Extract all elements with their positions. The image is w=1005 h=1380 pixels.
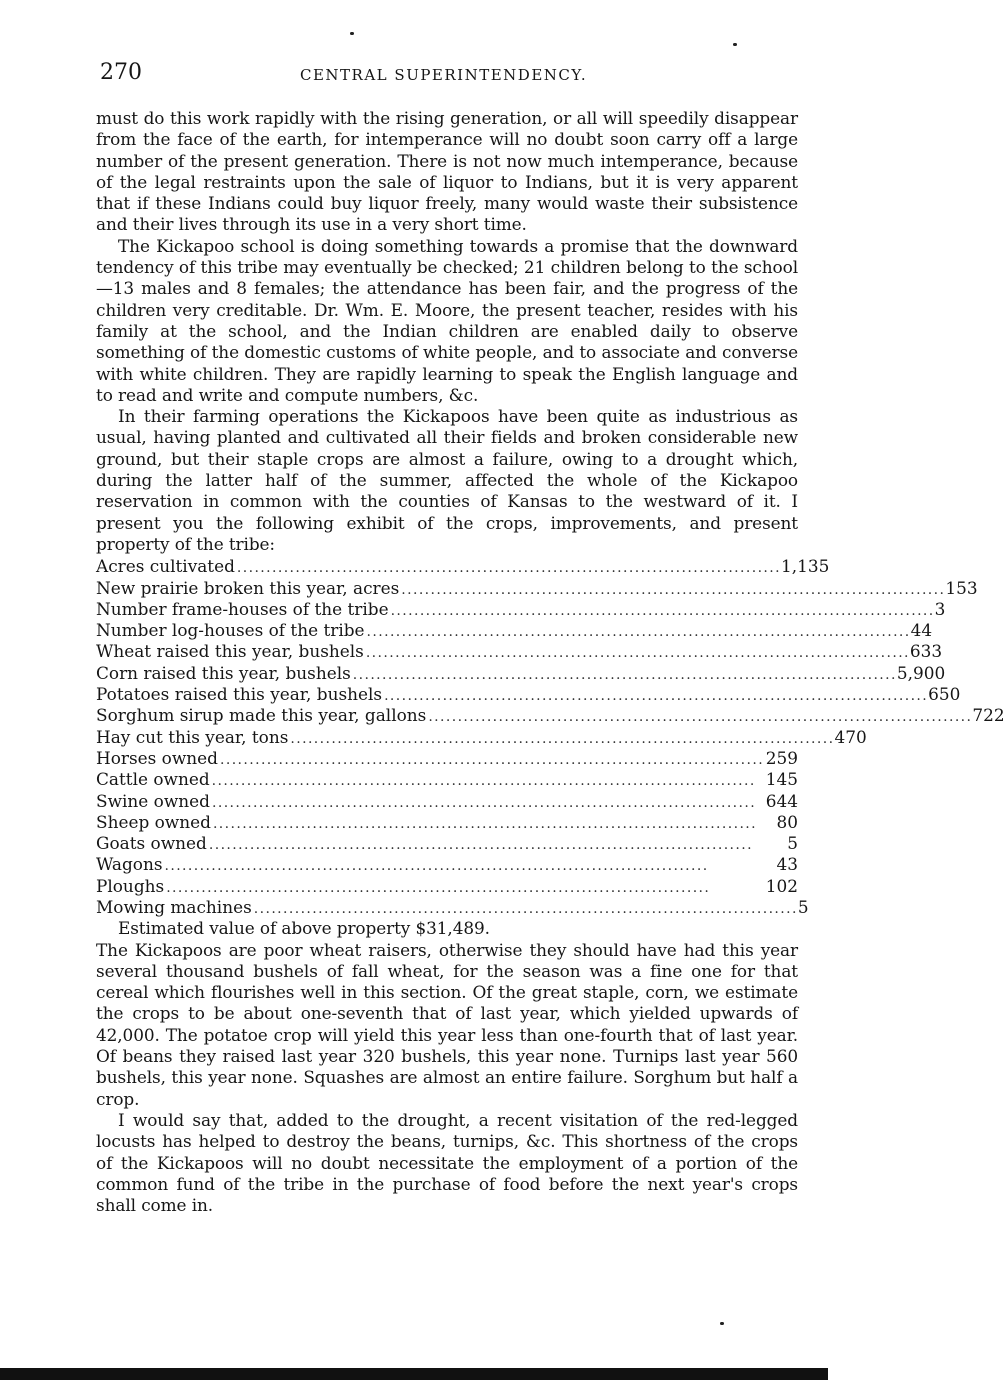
table-row: [96, 726, 867, 748]
row-label: Goats owned: [96, 833, 207, 854]
print-speck: [720, 1322, 724, 1325]
leader-dots: .............................................................................................: [390, 602, 935, 619]
row-value: 1,135: [780, 556, 830, 577]
leader-dots: .............................................................................................: [208, 837, 753, 854]
leader-dots: .............................................................................................: [428, 709, 973, 726]
paragraph-5: I would say that, added to the drought, a recent visitation of the red-legged locusts has helped to destroy the beans, turnips, &c. This shortness of the crops of the Kickapoos will no doubt necessitate the employment of a portion of the common fund of the tribe in the purchase of food before the next year's crops shall come in.: [96, 1109, 798, 1216]
table-row: [96, 791, 798, 812]
scan-bottom-edge: [0, 1368, 828, 1380]
table-row: [96, 854, 798, 875]
leader-dots: .............................................................................................: [352, 666, 897, 683]
leader-dots: .............................................................................................: [401, 581, 946, 598]
row-label: Ploughs: [96, 875, 165, 896]
row-value: 80: [776, 811, 798, 832]
row-label: Potatoes raised this year, bushels: [96, 684, 383, 705]
row-value: 259: [765, 747, 798, 768]
leader-dots: .............................................................................................: [212, 794, 757, 811]
row-label: Cattle owned: [96, 769, 210, 790]
table-row: [96, 577, 978, 599]
paragraph-3: In their farming operations the Kickapoos have been quite as industrious as usual, having planted and cultivated all their fields and broken considerable new ground, but their staple crops are almost a failure, owing to a drought which, during the latter half of the summer, affected the whole of the Kickapoo reservation in common with the counties of Kansas to the westward of it. I present you the following exhibit of the crops, improvements, and present property of the tribe:: [96, 406, 798, 554]
row-label: Horses owned: [96, 747, 218, 768]
leader-dots: .............................................................................................: [365, 645, 910, 662]
table-row: [96, 769, 798, 790]
property-table: [96, 556, 1005, 918]
paragraph-2: The Kickapoo school is doing something towards a promise that the downward tendency of this tribe may eventually be checked; 21 children belong to the school—13 males and 8 females; the attendance has been fair, and the progress of the children very creditable. Dr. Wm. E. Moore, the present teacher, resides with his family at the school, and the Indian children are enabled daily to observe something of the domestic customs of white people, and to associate and converse with white children. They are rapidly learning to speak the English language and to read and write and compute numbers, &c.: [96, 235, 798, 405]
row-label: Acres cultivated: [96, 556, 235, 577]
row-value: 102: [765, 875, 798, 896]
row-value: 5: [787, 833, 798, 854]
leader-dots: .............................................................................................: [212, 815, 758, 832]
page-number: 270: [100, 60, 142, 85]
row-value: 43: [776, 854, 798, 875]
row-value: 145: [765, 769, 798, 790]
print-speck: [733, 43, 737, 46]
table-row: [96, 876, 798, 897]
table-row: [96, 705, 1005, 726]
row-value: 44: [910, 620, 933, 641]
table-row: [96, 896, 809, 918]
row-value: 650: [928, 684, 961, 705]
table-row: [96, 641, 943, 662]
row-value: 722: [972, 705, 1005, 726]
table-row: [96, 833, 798, 854]
row-label: Mowing machines: [96, 896, 252, 917]
row-value: 3: [934, 598, 946, 619]
table-row: [96, 748, 798, 769]
row-label: Number log-houses of the tribe: [96, 620, 365, 641]
leader-dots: .............................................................................................: [253, 900, 798, 917]
row-value: 5: [797, 896, 809, 917]
leader-dots: .............................................................................................: [164, 858, 709, 875]
row-value: 5,900: [896, 662, 946, 683]
paragraph-4: The Kickapoos are poor wheat raisers, otherwise they should have had this year several thousand bushels of fall wheat, for the season was a fine one for that cereal which flourishes well in this section. Of the great staple, corn, we estimate the crops to be about one-seventh that of last year, which yielded upwards of 42,000. The potatoe crop will yield this year less than one-fourth that of last year. Of beans they raised last year 320 bushels, this year none. Turnips last year 560 bushels, this year none. Squashes are almost an entire failure. Sorghum but half a crop.: [96, 939, 798, 1109]
table-row: [96, 620, 933, 641]
row-value: 644: [765, 790, 798, 811]
row-value: 633: [909, 641, 943, 662]
estimated-value: Estimated value of above property $31,489.: [118, 918, 490, 939]
leader-dots: .............................................................................................: [220, 751, 765, 768]
table-row: [96, 598, 946, 620]
print-speck: [350, 32, 354, 35]
row-label: New prairie broken this year, acres: [96, 577, 400, 598]
leader-dots: .............................................................................................: [384, 688, 929, 705]
row-label: Sheep owned: [96, 811, 211, 832]
row-label: Wheat raised this year, bushels: [96, 641, 364, 662]
leader-dots: .............................................................................................: [236, 560, 781, 577]
leader-dots: .............................................................................................: [290, 730, 835, 747]
table-row: [96, 684, 961, 705]
row-value: 153: [945, 577, 978, 598]
row-label: Swine owned: [96, 790, 210, 811]
row-label: Number frame-houses of the tribe: [96, 598, 389, 619]
row-label: Sorghum sirup made this year, gallons: [96, 705, 427, 726]
leader-dots: .............................................................................................: [166, 879, 711, 896]
table-row: [96, 556, 830, 577]
row-value: 470: [834, 726, 867, 747]
row-label: Corn raised this year, bushels: [96, 662, 351, 683]
page-header: [100, 60, 800, 90]
running-head: CENTRAL SUPERINTENDENCY.: [300, 66, 588, 84]
table-row: [96, 812, 798, 833]
table-row: [96, 662, 946, 684]
row-label: Wagons: [96, 854, 163, 875]
leader-dots: .............................................................................................: [366, 624, 911, 641]
body-text: [96, 108, 1005, 1216]
leader-dots: .............................................................................................: [211, 773, 756, 790]
paragraph-1: must do this work rapidly with the rising generation, or all will speedily disappear from the face of the earth, for intemperance will no doubt soon carry off a large number of the present generation. There is not now much intemperance, because of the legal restraints upon the sale of liquor to Indians, but it is very apparent that if these Indians could buy liquor freely, many would waste their subsistence and their lives through its use in a very short time.: [96, 108, 798, 235]
row-label: Hay cut this year, tons: [96, 726, 289, 747]
